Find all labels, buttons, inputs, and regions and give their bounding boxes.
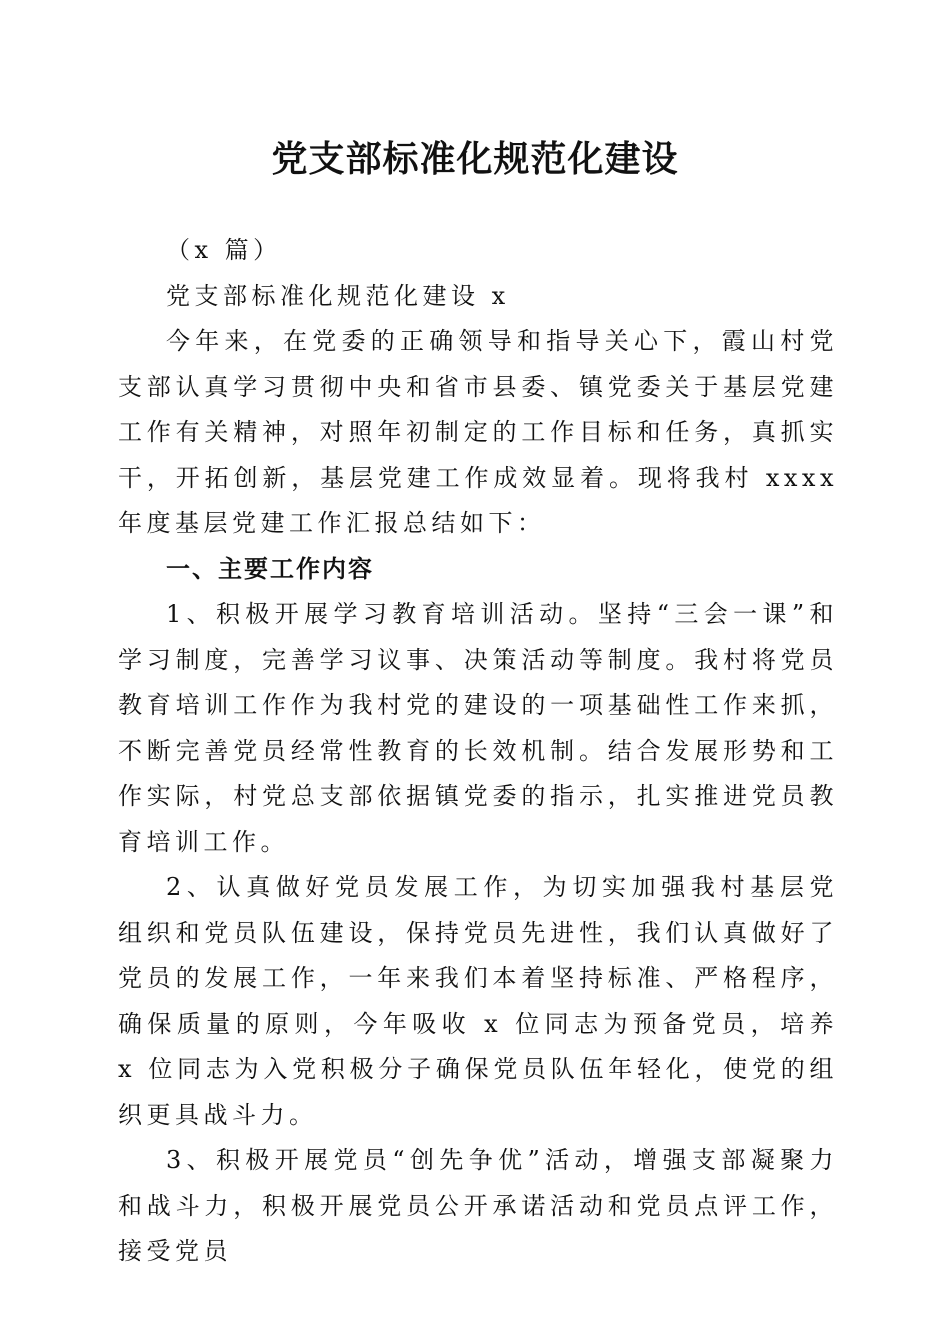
subtitle-paragraph: 党支部标准化规范化建设 x (166, 281, 510, 310)
document-title: 党支部标准化规范化建设 (271, 139, 679, 180)
document-body (118, 228, 838, 1275)
item-1-paragraph: 1、积极开展学习教育培训活动。坚持“三会一课”和学习制度，完善学习议事、决策活动等制度。我村将党员教育培训工作作为我村党的建设的一项基础性工作来抓，不断完善党员经常性教育的长效机制。结合发展形势和工作实际，村党总支部依据镇党委的指示，扎实推进党员教育培训工作。 (118, 600, 838, 856)
intro-paragraph: 今年来，在党委的正确领导和指导关心下，霞山村党支部认真学习贯彻中央和省市县委、镇党委关于基层党建工作有关精神，对照年初制定的工作目标和任务，真抓实干，开拓创新，基层党建工作成效显着。现将我村 xxxx 年度基层党建工作汇报总结如下： (118, 327, 838, 537)
section-heading: 一、主要工作内容 (166, 554, 374, 583)
article-count-note: （x 篇） (166, 236, 282, 264)
item-3-paragraph: 3、积极开展党员“创先争优”活动，增强支部凝聚力和战斗力，积极开展党员公开承诺活动和党员点评工作，接受党员 (118, 1146, 838, 1265)
item-2-paragraph: 2、认真做好党员发展工作，为切实加强我村基层党组织和党员队伍建设，保持党员先进性，我们认真做好了党员的发展工作，一年来我们本着坚持标准、严格程序，确保质量的原则，今年吸收 x 位同志为预备党员，培养 x 位同志为入党积极分子确保党员队伍年轻化，使党的组织更具战斗力。 (118, 873, 838, 1129)
